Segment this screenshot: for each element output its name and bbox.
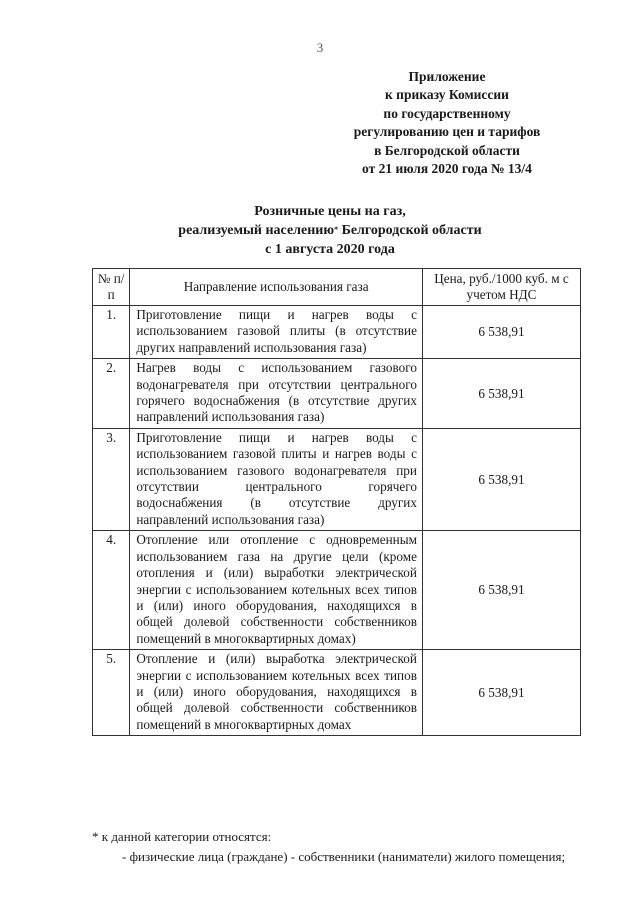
appendix-line: в Белгородской области (374, 142, 520, 158)
row-number: 5. (93, 650, 130, 736)
title-line-2 (130, 221, 530, 240)
row-direction: Приготовление пищи и нагрев воды с использованием газовой плиты и нагрев воды с использованием газового водонагревателя при отсутствии центрального горячего водоснабжения (в отсутствие других направлений использования газа) (130, 428, 423, 530)
row-price: 6 538,91 (422, 531, 580, 650)
row-price: 6 538,91 (422, 650, 580, 736)
header-direction: Направление использования газа (130, 269, 423, 306)
table-row (93, 359, 581, 429)
row-price: 6 538,91 (422, 428, 580, 530)
title-line-3: с 1 августа 2020 года (265, 242, 395, 257)
appendix-line: Приложение (408, 69, 486, 84)
row-number: 4. (93, 531, 130, 650)
appendix-line: от 21 июля 2020 года № 13/4 (362, 161, 532, 177)
row-direction: Отопление или отопление с одновременным использованием газа на другие цели (кроме отопления и (или) выработки электрической энергии с использованием котельных всех типов и (или) иного оборудования, находящихся в общей долевой собственности собственников помещений в многоквартирных домах) (130, 531, 423, 650)
row-direction: Отопление и (или) выработка электрической энергии с использованием котельных всех типов и (или) иного оборудования, находящихся в общей долевой собственности собственников помещений в многоквартирных домах (130, 650, 423, 736)
footnote-line-1: * к данной категории относятся: (92, 829, 272, 844)
row-price: 6 538,91 (422, 306, 580, 359)
table-header-row (93, 269, 581, 306)
footnote (92, 828, 579, 865)
appendix-line: к приказу Комиссии (385, 87, 509, 103)
row-number: 1. (93, 306, 130, 359)
footnote-marker: * (334, 225, 339, 234)
table-row (93, 306, 581, 359)
table-row (93, 531, 581, 650)
appendix-line: по государственному (383, 105, 511, 121)
row-number: 3. (93, 428, 130, 530)
row-number: 2. (93, 359, 130, 429)
table-row (93, 428, 581, 530)
row-direction: Приготовление пищи и нагрев воды с использованием газовой плиты (в отсутствие других направлений использования газа) (130, 306, 423, 359)
header-number: № п/п (93, 269, 130, 306)
row-direction: Нагрев воды с использованием газового водонагревателя при отсутствии центрального горячего водоснабжения (в отсутствие других направлений использования газа) (130, 359, 423, 429)
title-line-2b: Белгородской области (338, 223, 482, 238)
appendix-header (352, 68, 542, 178)
header-price: Цена, руб./1000 куб. м с учетом НДС (422, 269, 580, 306)
appendix-line: регулированию цен и тарифов (353, 124, 541, 140)
title-line-2a: реализуемый населению (178, 223, 335, 238)
row-price: 6 538,91 (422, 359, 580, 429)
title-line-1: Розничные цены на газ, (254, 204, 406, 219)
price-table (92, 268, 581, 736)
table-row (93, 650, 581, 736)
document-title (130, 202, 530, 259)
footnote-line-2: - физические лица (граждане) - собственники (наниматели) жилого помещения; (122, 849, 566, 864)
page-number: 3 (316, 40, 324, 55)
